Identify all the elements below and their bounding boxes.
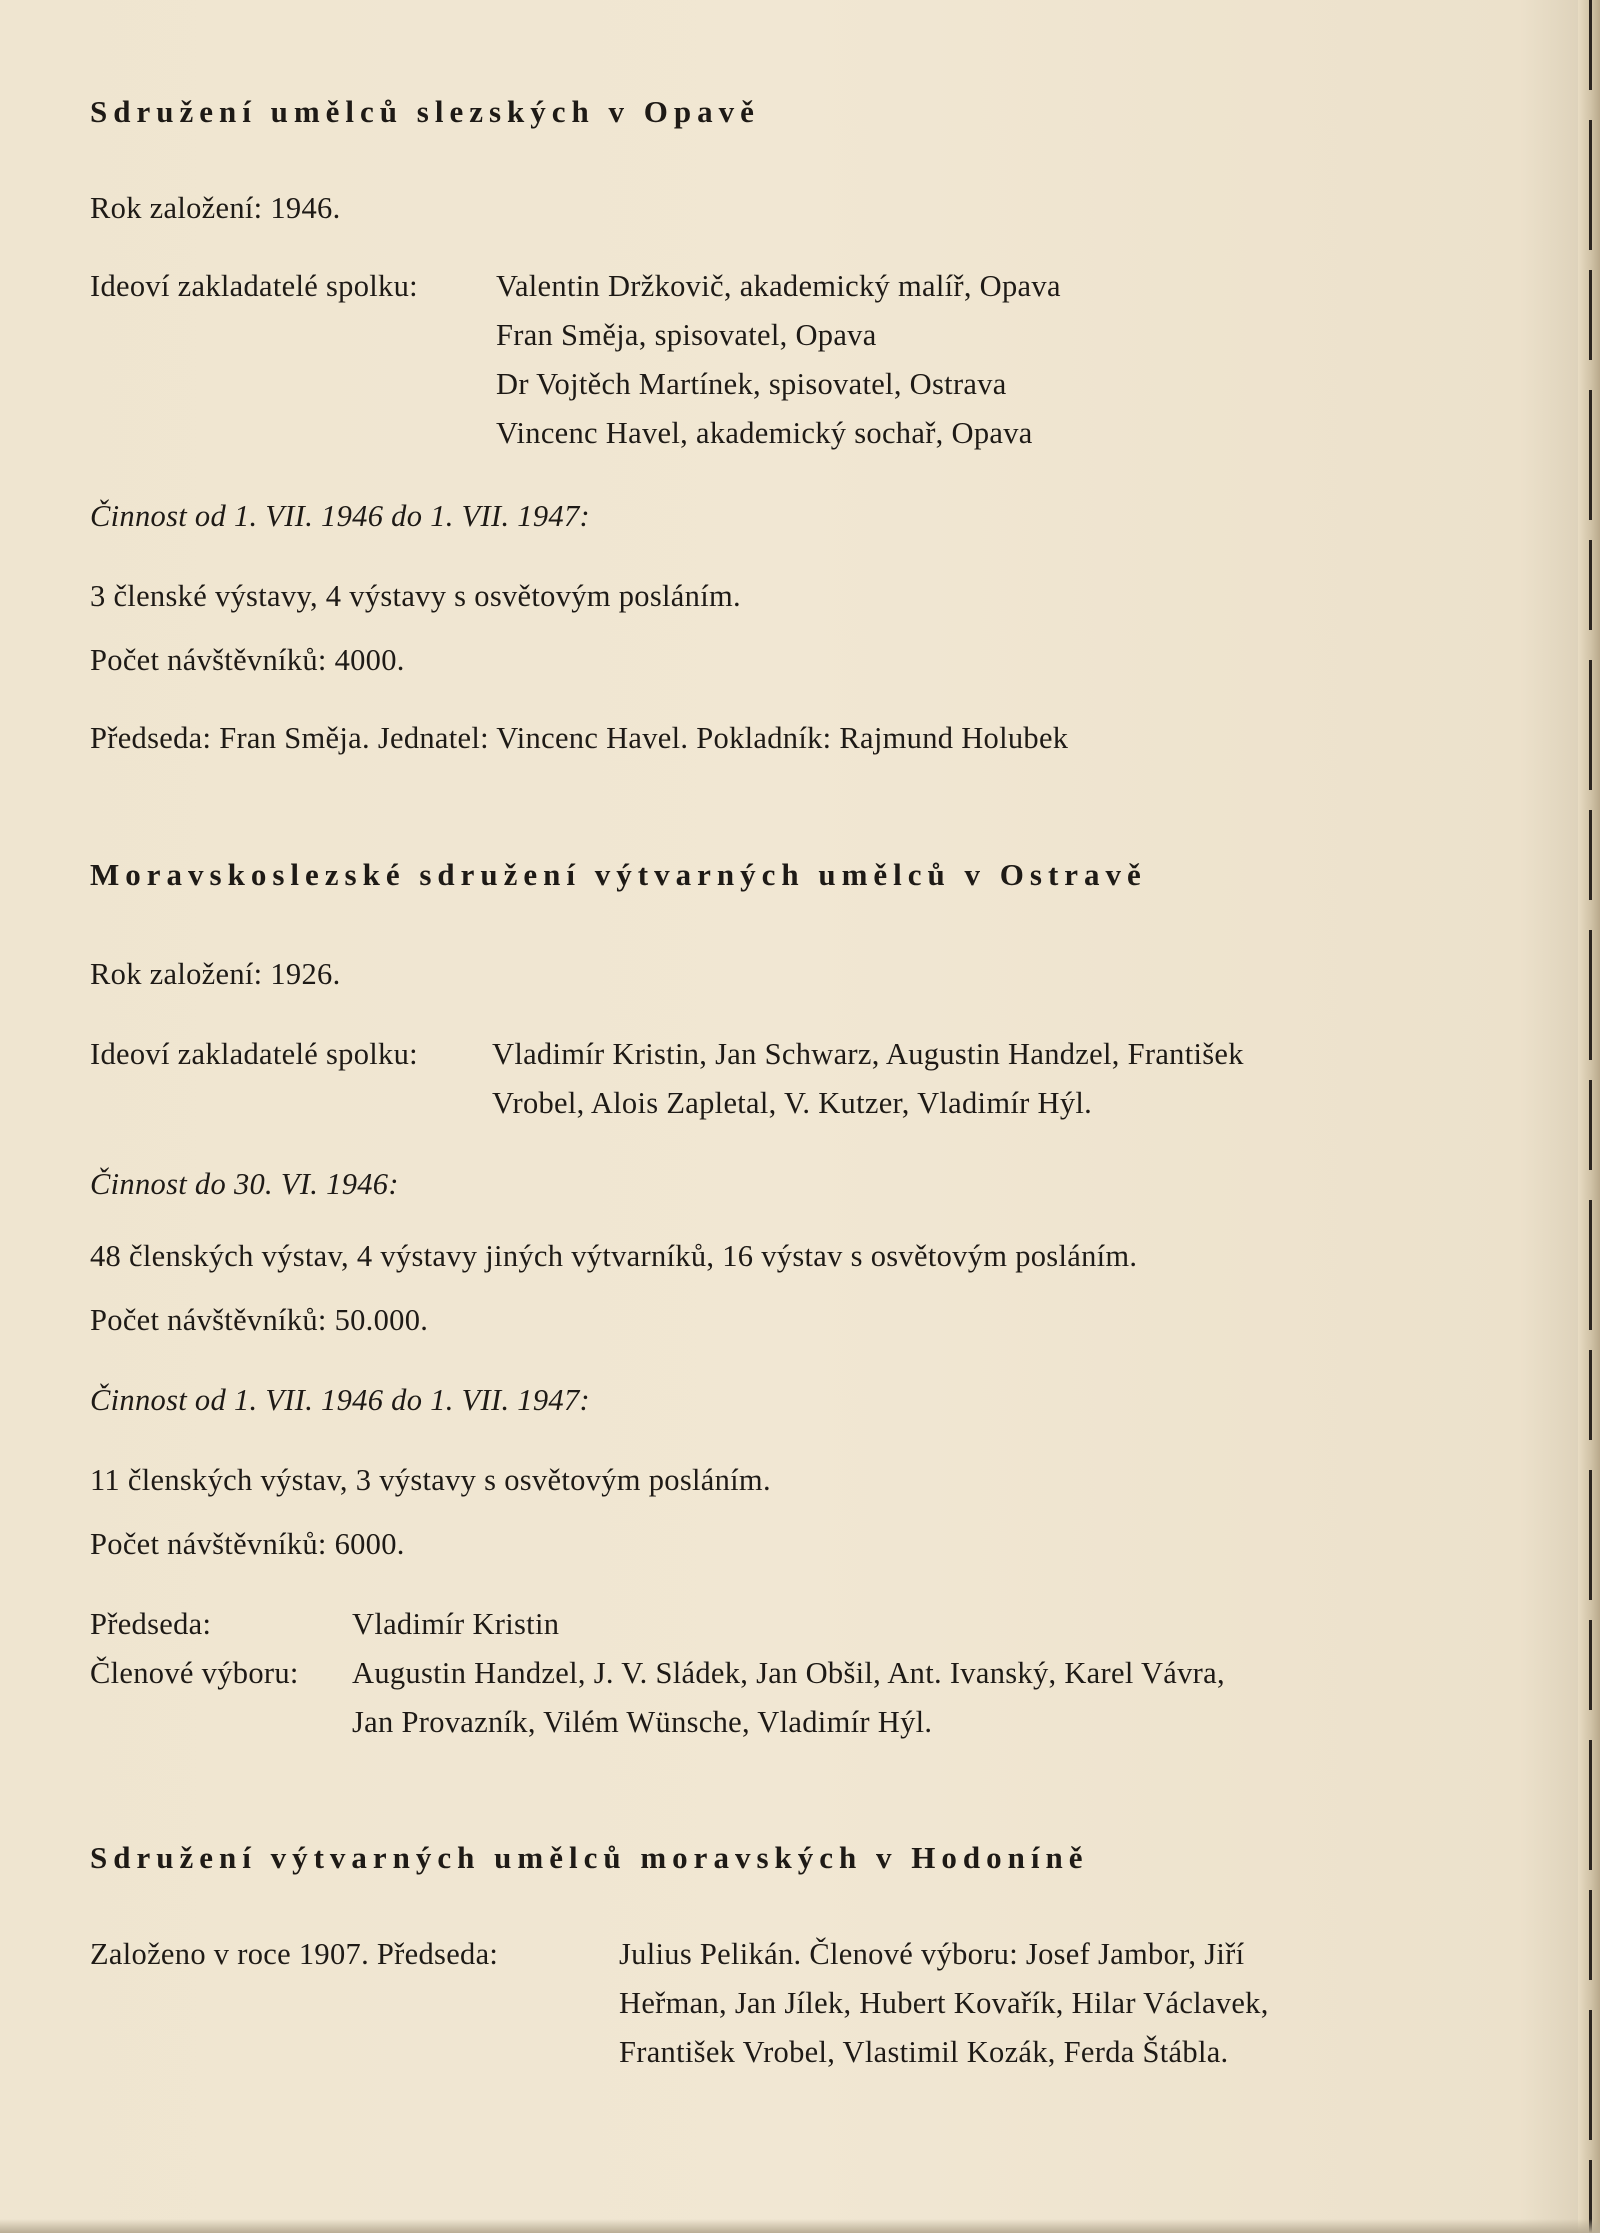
section2-chair-label: Předseda: — [90, 1607, 212, 1641]
bottom-shadow — [0, 2219, 1600, 2233]
section1-founder-2: Fran Směja, spisovatel, Opava — [496, 318, 877, 352]
section2-activity1-exhibitions: 48 členských výstav, 4 výstavy jiných výtvarníků, 16 výstav s osvětovým posláním. — [90, 1239, 1138, 1273]
binding-edge-line — [1589, 0, 1592, 2233]
section2-founders-label: Ideoví zakladatelé spolku: — [90, 1037, 418, 1071]
section3-line1-value: Julius Pelikán. Členové výboru: Josef Jambor, Jiří — [619, 1937, 1245, 1971]
section2-founders-line2: Vrobel, Alois Zapletal, V. Kutzer, Vladimír Hýl. — [492, 1086, 1093, 1120]
section2-activity2-exhibitions: 11 členských výstav, 3 výstavy s osvětovým posláním. — [90, 1463, 771, 1497]
section1-exhibitions: 3 členské výstavy, 4 výstavy s osvětovým posláním. — [90, 579, 741, 613]
section2-committee-line2: Jan Provazník, Vilém Wünsche, Vladimír Hýl. — [352, 1705, 933, 1739]
section3-line3: František Vrobel, Vlastimil Kozák, Ferda Štábla. — [619, 2035, 1229, 2069]
section1-founded: Rok založení: 1946. — [90, 191, 341, 225]
section1-officers: Předseda: Fran Směja. Jednatel: Vincenc Havel. Pokladník: Rajmund Holubek — [90, 721, 1069, 755]
section2-activity2-label: Činnost od 1. VII. 1946 do 1. VII. 1947: — [90, 1383, 590, 1417]
section2-activity1-visitors: Počet návštěvníků: 50.000. — [90, 1303, 429, 1337]
section1-founder-4: Vincenc Havel, akademický sochař, Opava — [496, 416, 1033, 450]
section1-visitors: Počet návštěvníků: 4000. — [90, 643, 405, 677]
section3-heading: Sdružení výtvarných umělců moravských v Hodoníně — [90, 1840, 1089, 1875]
section2-committee-label: Členové výboru: — [90, 1656, 299, 1690]
section2-activity1-label: Činnost do 30. VI. 1946: — [90, 1167, 399, 1201]
section2-heading: Moravskoslezské sdružení výtvarných umělců v Ostravě — [90, 857, 1147, 892]
section1-founder-1: Valentin Držkovič, akademický malíř, Opava — [496, 269, 1061, 303]
section3-line1-label: Založeno v roce 1907. Předseda: — [90, 1937, 499, 1971]
section1-activity-label: Činnost od 1. VII. 1946 do 1. VII. 1947: — [90, 499, 590, 533]
section1-founders-label: Ideoví zakladatelé spolku: — [90, 269, 418, 303]
section2-committee-line1: Augustin Handzel, J. V. Sládek, Jan Obšil, Ant. Ivanský, Karel Vávra, — [352, 1656, 1225, 1690]
section2-chair-value: Vladimír Kristin — [352, 1607, 560, 1641]
section2-activity2-visitors: Počet návštěvníků: 6000. — [90, 1527, 405, 1561]
section3-line2: Heřman, Jan Jílek, Hubert Kovařík, Hilar Václavek, — [619, 1986, 1269, 2020]
section1-heading: Sdružení umělců slezských v Opavě — [90, 94, 760, 129]
section2-founders-line1: Vladimír Kristin, Jan Schwarz, Augustin Handzel, František — [492, 1037, 1244, 1071]
section1-founder-3: Dr Vojtěch Martínek, spisovatel, Ostrava — [496, 367, 1007, 401]
section2-founded: Rok založení: 1926. — [90, 957, 341, 991]
